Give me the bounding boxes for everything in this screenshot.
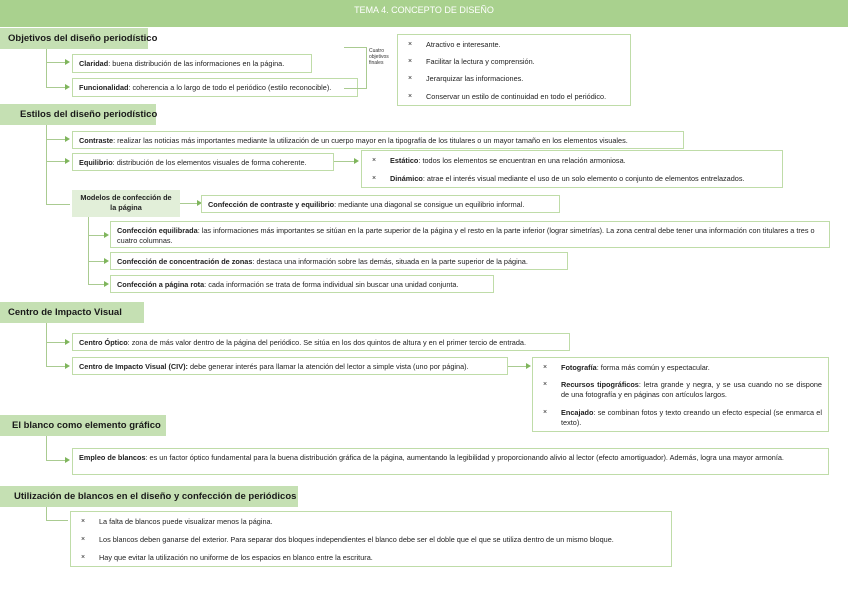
arrow-icon (65, 158, 70, 164)
connector (180, 203, 198, 204)
list-item: × Recursos tipográficos: letra grande y negra, y se usa cuando no se dispone de una fotografía y en páginas con artículos largos. (543, 380, 822, 399)
connector (46, 161, 66, 162)
arrow-icon (65, 136, 70, 142)
connector (46, 323, 47, 367)
civ-box: Centro de Impacto Visual (CIV): debe generar interés para llamar la atención del lector a simple vista (uno por página). (72, 357, 508, 375)
arrow-icon (65, 59, 70, 65)
connector (46, 49, 47, 71)
claridad-box: Claridad: buena distribución de las informaciones en la página. (72, 54, 312, 73)
finales-label: Cuatro objetivos finales (369, 48, 389, 66)
section-objetivos: Objetivos del diseño periodístico (0, 28, 148, 49)
list-item: × Jerarquizar las informaciones. (408, 74, 524, 83)
list-item: × Atractivo e interesante. (408, 40, 501, 49)
funcionalidad-box: Funcionalidad: coherencia a lo largo de todo el periódico (estilo reconocible). (72, 78, 358, 97)
arrow-icon (65, 84, 70, 90)
list-item: × Dinámico: atrae el interés visual mediante el uso de un solo elemento o conjunto de elementos entrelazados. (372, 174, 745, 183)
section-estilos: Estilos del diseño periodístico (0, 104, 156, 125)
connector (46, 520, 68, 521)
connector (46, 70, 47, 88)
list-item: × Conservar un estilo de continuidad en todo el periódico. (408, 92, 607, 101)
list-item: × La falta de blancos puede visualizar menos la página. (81, 517, 273, 526)
arrow-icon (65, 363, 70, 369)
list-item: × Hay que evitar la utilización no uniforme de los espacios en blanco entre la escritura. (81, 553, 373, 562)
equilibrio-box: Equilibrio: distribución de los elementos visuales de forma coherente. (72, 153, 334, 171)
arrow-icon (104, 281, 109, 287)
connector (508, 366, 526, 367)
section-civ: Centro de Impacto Visual (0, 302, 144, 323)
finales-list (397, 34, 631, 106)
contraste-box: Contraste: realizar las noticias más importantes mediante la utilización de un cuerpo mayor en la tipografía de los titulares o un mayor tamaño en los elementos visuales. (72, 131, 684, 149)
equilibrio-types-list (361, 150, 783, 188)
list-item: × Encajado: se combinan fotos y texto creando un efecto especial (se enmarca el texto). (543, 408, 822, 427)
modelos-label: Modelos de confección de la página (72, 190, 180, 217)
list-item: × Fotografía: forma más común y espectacular. (543, 363, 710, 372)
arrow-icon (104, 258, 109, 264)
list-item: × Facilitar la lectura y comprensión. (408, 57, 535, 66)
civ-types-list (532, 357, 829, 432)
section-utilizacion: Utilización de blancos en el diseño y confección de periódicos (0, 486, 298, 507)
concentracion-zonas-box: Confección de concentración de zonas: destaca una información sobre las demás, situada en la parte superior de la página. (110, 252, 568, 270)
connector (46, 62, 66, 63)
connector (46, 460, 66, 461)
empleo-blancos-box: Empleo de blancos: es un factor óptico fundamental para la buena distribución gráfica de la página, aumentando la legibilidad y proporcionando alivio al lector (efecto amortiguador). Además, logra una mayor armonía. (72, 448, 829, 475)
list-item: × Los blancos deben ganarse del exterior. Para separar dos bloques independientes el blanco debe ser el doble que el que se utiliza dentro de un mismo bloque. (81, 535, 614, 544)
arrow-icon (104, 232, 109, 238)
arrow-icon (354, 158, 359, 164)
arrow-icon (65, 457, 70, 463)
connector (88, 284, 104, 285)
connector (334, 161, 354, 162)
section-blanco: El blanco como elemento gráfico (0, 415, 166, 436)
contraste-equilibrio-box: Confección de contraste y equilibrio: mediante una diagonal se consigue un equilibrio informal. (201, 195, 560, 213)
utilizacion-list (70, 511, 672, 567)
connector (88, 261, 104, 262)
confeccion-equilibrada-box: Confección equilibrada: las informaciones más importantes se sitúan en la parte superior de la página y el resto en la parte inferior (lograr simetrías). La zona central debe tener una información con titulares a tres o cuatro columnas. (110, 221, 830, 248)
title-bar (0, 0, 848, 27)
pagina-rota-box: Confección a página rota: cada información se trata de forma individual sin buscar una unidad conjunta. (110, 275, 494, 293)
arrow-icon (65, 339, 70, 345)
connector (46, 125, 47, 205)
connector (46, 366, 66, 367)
list-item: × Estático: todos los elementos se encuentran en una relación armoniosa. (372, 156, 626, 165)
connector (46, 139, 66, 140)
connector (46, 436, 47, 461)
connector (46, 507, 47, 521)
centro-optico-box: Centro Óptico: zona de más valor dentro de la página del periódico. Se sitúa en los dos quintos de altura y en el primer tercio de entrada. (72, 333, 570, 351)
connector (46, 204, 70, 205)
page-title: TEMA 4. CONCEPTO DE DISEÑO (354, 5, 494, 15)
connector (88, 217, 89, 285)
bracket-connector (344, 47, 367, 89)
connector (88, 235, 104, 236)
arrow-icon (526, 363, 531, 369)
connector (46, 87, 66, 88)
connector (46, 342, 66, 343)
